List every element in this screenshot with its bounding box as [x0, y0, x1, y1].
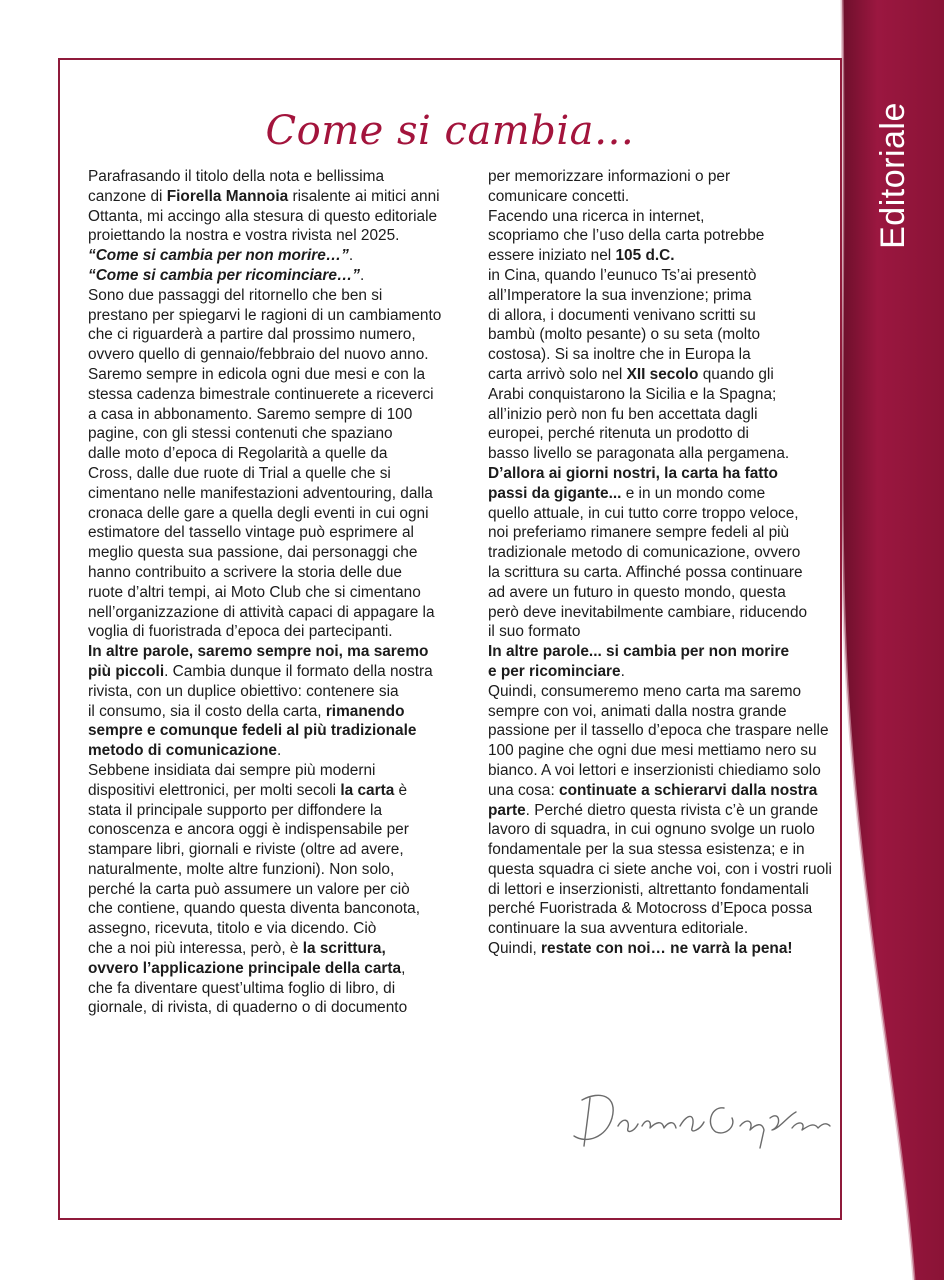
text-segment: all’Imperatore la sua invenzione; prima [488, 286, 752, 304]
text-segment: una cosa: [488, 781, 560, 799]
text-segment: in Cina, quando l’eunuco Ts’ai presentò [488, 266, 757, 284]
text-line [88, 385, 472, 405]
text-line [88, 523, 472, 543]
text-segment: di allora, i documenti venivano scritti su [488, 306, 756, 324]
text-segment: Saremo sempre in edicola ogni due mesi e con la [88, 365, 426, 383]
text-line [488, 424, 838, 444]
text-segment: per memorizzare informazioni o per [488, 168, 731, 185]
text-line [88, 226, 472, 246]
text-line [488, 919, 838, 939]
article-column-left [88, 167, 472, 1018]
text-segment: comunicare concetti. [488, 187, 630, 205]
text-segment: perché Fuoristrada & Motocross d’Epoca possa [488, 900, 813, 918]
text-line [488, 444, 838, 464]
text-segment: all’inizio però non fu ben accettata dagli [488, 405, 758, 423]
text-segment: Parafrasando il titolo della nota e bellissima [88, 168, 385, 185]
text-segment: In altre parole, saremo sempre noi, ma saremo [88, 643, 429, 661]
text-line [488, 187, 838, 207]
text-segment: il suo formato [488, 623, 581, 641]
text-line [88, 286, 472, 306]
text-line [88, 959, 472, 979]
text-line [88, 899, 472, 919]
text-segment: . [360, 266, 365, 284]
text-segment: è [394, 781, 408, 799]
text-segment: cimentano nelle manifestazioni adventouring, dalla [88, 484, 433, 502]
article-column-right [488, 167, 838, 959]
text-line [488, 622, 838, 642]
text-line [488, 543, 838, 563]
text-segment: perché la carta può assumere un valore per ciò [88, 880, 410, 898]
text-line [488, 939, 838, 959]
text-line [88, 919, 472, 939]
text-segment: 105 d.C. [615, 247, 675, 265]
text-segment: quando gli [698, 365, 774, 383]
text-segment: Sebbene insidiata dai sempre più moderni [88, 761, 376, 779]
text-segment: il consumo, sia il costo della carta, [88, 702, 326, 720]
text-line [488, 583, 838, 603]
text-line [488, 484, 838, 504]
text-line [88, 583, 472, 603]
text-segment: dispositivi elettronici, per molti secoli [88, 781, 341, 799]
text-line [88, 880, 472, 900]
text-line [488, 464, 838, 484]
text-segment: passi da gigante... [488, 484, 622, 502]
text-line [488, 741, 838, 761]
text-line [88, 405, 472, 425]
text-segment: cronaca delle gare a quella degli eventi in cui ogni [88, 504, 429, 522]
text-line [488, 405, 838, 425]
text-line [488, 603, 838, 623]
text-line [488, 721, 838, 741]
text-segment: In altre parole... si cambia per non morire [488, 643, 790, 661]
text-line [88, 325, 472, 345]
signature [560, 1082, 840, 1160]
text-segment: XII secolo [626, 365, 699, 383]
text-line [488, 899, 838, 919]
text-line [88, 484, 472, 504]
text-line [88, 266, 472, 286]
text-line [88, 820, 472, 840]
text-line [88, 603, 472, 623]
text-segment: stata il principale supporto per diffondere la [88, 801, 383, 819]
text-line [88, 543, 472, 563]
text-segment: conoscenza e ancora oggi è indispensabile per [88, 821, 409, 839]
text-segment: nell’organizzazione di attività capaci di appagare la [88, 603, 435, 621]
text-line [488, 880, 838, 900]
text-line [488, 860, 838, 880]
text-segment: la carta [340, 781, 395, 799]
text-line [488, 365, 838, 385]
text-line [488, 385, 838, 405]
text-line [488, 840, 838, 860]
text-segment: assegno, ricevuta, titolo e via dicendo. Ciò [88, 920, 377, 938]
text-line [488, 781, 838, 801]
text-segment: Arabi conquistarono la Sicilia e la Spagna; [488, 385, 777, 403]
text-segment: voglia di fuoristrada d’epoca dei partecipanti. [88, 623, 393, 641]
text-segment: bianco. A voi lettori e inserzionisti chiediamo solo [488, 761, 821, 779]
text-line [88, 444, 472, 464]
page-title: Come si cambia… [265, 108, 635, 154]
text-line [88, 840, 472, 860]
text-line [488, 325, 838, 345]
text-segment: carta arrivò solo nel [488, 365, 627, 383]
text-segment: . [620, 662, 625, 680]
text-segment: sempre con voi, animati dalla nostra grande [488, 702, 787, 720]
text-line [488, 266, 838, 286]
text-segment: D’allora ai giorni nostri, la carta ha fatto [488, 464, 778, 482]
text-segment: di lettori e inserzionisti, altrettanto fondamentali [488, 880, 809, 898]
text-line [88, 464, 472, 484]
text-line [88, 860, 472, 880]
text-segment: . Perché dietro questa rivista c’è un grande [525, 801, 819, 819]
text-line [488, 801, 838, 821]
text-line [88, 662, 472, 682]
text-segment: rimanendo [325, 702, 405, 720]
text-line [88, 998, 472, 1018]
text-segment: Facendo una ricerca in internet, [488, 207, 705, 225]
text-line [88, 504, 472, 524]
text-segment: che ci riguarderà a partire dal prossimo numero, [88, 326, 416, 344]
text-line [88, 187, 472, 207]
text-segment: che fa diventare quest’ultima foglio di libro, di [88, 979, 396, 997]
text-segment: 100 pagine che ogni due mesi mettiamo nero su [488, 742, 817, 760]
text-segment: . Cambia dunque il formato della nostra [164, 662, 433, 680]
text-segment: che a noi più interessa, però, è [88, 940, 303, 958]
text-segment: proiettando la nostra e vostra rivista nel 2025. [88, 227, 400, 245]
text-segment: e in un mondo come [621, 484, 766, 502]
text-line [88, 642, 472, 662]
text-segment: basso livello se paragonata alla pergamena. [488, 445, 790, 463]
text-segment: stampare libri, giornali e riviste (oltre ad avere, [88, 841, 404, 859]
text-line [488, 563, 838, 583]
text-segment: ruote d’altri tempi, ai Moto Club che si cimentano [88, 583, 421, 601]
text-segment: Quindi, consumeremo meno carta ma saremo [488, 682, 802, 700]
text-line [488, 642, 838, 662]
text-segment: restate con noi… ne varrà la pena! [541, 940, 793, 958]
text-segment: risalente ai mitici anni [288, 187, 440, 205]
text-line [488, 761, 838, 781]
text-line [88, 979, 472, 999]
text-line [488, 246, 838, 266]
text-segment: . [348, 247, 354, 265]
text-segment: continuate a schierarvi dalla nostra [559, 781, 818, 799]
text-segment: stessa cadenza bimestrale continuerete a riceverci [88, 385, 434, 403]
text-segment: giornale, di rivista, di quaderno o di documento [88, 999, 408, 1017]
text-segment: bambù (molto pesante) o su seta (molto [488, 326, 761, 344]
text-line [488, 345, 838, 365]
text-line [488, 207, 838, 227]
text-segment: parte [488, 801, 526, 819]
text-line [88, 939, 472, 959]
text-line [88, 781, 472, 801]
text-segment: Cross, dalle due ruote di Trial a quelle che si [88, 464, 391, 482]
text-line [488, 226, 838, 246]
text-segment: naturalmente, molte altre funzioni). Non solo, [88, 860, 395, 878]
text-segment: prestano per spiegarvi le ragioni di un cambiamento [88, 306, 442, 324]
text-segment: hanno contribuito a scrivere la storia delle due [88, 563, 402, 581]
text-segment: a casa in abbonamento. Saremo sempre di 100 [88, 405, 413, 423]
text-line [488, 167, 838, 187]
text-segment: la scrittura su carta. Affinché possa continuare [488, 563, 803, 581]
text-segment: Sono due passaggi del ritornello che ben si [88, 286, 383, 304]
text-line [488, 523, 838, 543]
text-segment: ovvero quello di gennaio/febbraio del nuovo anno. [88, 346, 429, 364]
text-segment: canzone di [88, 187, 167, 205]
text-segment: quello attuale, in cui tutto corre troppo veloce, [488, 504, 799, 522]
text-line [88, 702, 472, 722]
text-segment: lavoro di squadra, in cui ognuno svolge un ruolo [488, 821, 815, 839]
text-line [88, 345, 472, 365]
text-line [88, 801, 472, 821]
text-segment: la scrittura, [302, 940, 386, 958]
text-segment: dalle moto d’epoca di Regolarità a quelle da [88, 445, 388, 463]
text-line [88, 246, 472, 266]
text-segment: europei, perché ritenuta un prodotto di [488, 425, 749, 443]
text-line [88, 365, 472, 385]
text-segment: scopriamo che l’uso della carta potrebbe [488, 227, 765, 245]
text-line [88, 622, 472, 642]
text-segment: essere iniziato nel [488, 247, 616, 265]
text-line [488, 682, 838, 702]
text-segment: Fiorella Mannoia [166, 187, 289, 205]
text-segment: fondamentale per la sua stessa esistenza; e in [488, 841, 805, 859]
text-segment: metodo di comunicazione [88, 742, 277, 760]
text-segment: però deve inevitabilmente cambiare, riducendo [488, 603, 808, 621]
text-line [88, 306, 472, 326]
text-segment: . [276, 742, 282, 760]
text-segment: “Come si cambia per non morire…” [88, 247, 349, 265]
text-segment: ovvero l’applicazione principale della carta [88, 959, 402, 977]
text-line [488, 504, 838, 524]
text-segment: noi preferiamo rimanere sempre fedeli al più [488, 524, 790, 542]
text-segment: più piccoli [88, 662, 165, 680]
text-line [88, 167, 472, 187]
text-segment: ad avere un futuro in questo mondo, questa [488, 583, 786, 601]
text-segment: pagine, con gli stessi contenuti che spaziano [88, 425, 393, 443]
text-segment: tradizionale metodo di comunicazione, ovvero [488, 544, 801, 562]
section-label: Editoriale [873, 101, 912, 249]
text-line [88, 563, 472, 583]
text-segment: costosa). Si sa inoltre che in Europa la [488, 346, 751, 364]
text-line [88, 741, 472, 761]
text-segment: sempre e comunque fedeli al più tradizionale [88, 722, 417, 740]
text-line [88, 761, 472, 781]
text-segment: “Come si cambia per ricominciare…” [88, 266, 361, 284]
text-segment: Quindi, [488, 940, 542, 958]
text-segment: e per ricominciare [488, 662, 621, 680]
text-line [488, 662, 838, 682]
text-segment: , [401, 959, 406, 977]
text-line [88, 207, 472, 227]
text-line [88, 682, 472, 702]
text-segment: passione per il tassello d’epoca che traspare nelle [488, 722, 829, 740]
text-line [488, 820, 838, 840]
text-line [88, 721, 472, 741]
text-segment: estimatore del tassello vintage può esprimere al [88, 524, 414, 542]
text-line [488, 306, 838, 326]
text-line [488, 286, 838, 306]
text-line [88, 424, 472, 444]
text-segment: questa squadra ci siete anche voi, con i vostri ruoli [488, 860, 832, 878]
text-segment: Ottanta, mi accingo alla stesura di questo editoriale [88, 207, 438, 225]
text-segment: che contiene, quando questa diventa banconota, [88, 900, 421, 918]
text-line [488, 702, 838, 722]
text-segment: meglio questa sua passione, dai personaggi che [88, 544, 418, 562]
text-segment: rivista, con un duplice obiettivo: contenere sia [88, 682, 399, 700]
text-segment: continuare la sua avventura editoriale. [488, 920, 749, 938]
